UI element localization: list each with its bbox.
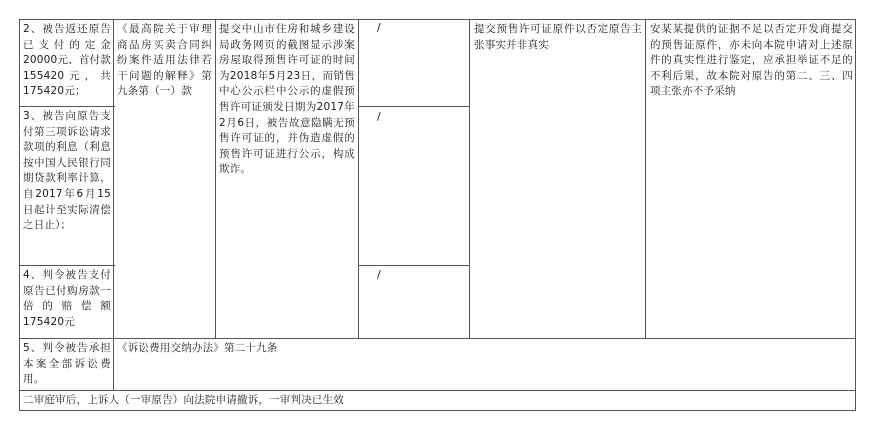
facts-cell: 提交中山市住房和城乡建设局政务网页的截图显示涉案房屋取得预售许可证的时间为2018年5月23日，而销售中心公示栏中公示的虚假预售许可证颁发日期为2017年2月6日，被告故意隐瞒无预售许可证的，并伪造虚假的预售许可证进行公示，构成欺诈。: [219, 23, 355, 176]
col-divider: [113, 19, 114, 390]
slash-marker: /: [377, 268, 381, 281]
claim-cell: 2、被告返还原告已支付的定金20000元、首付款155420元，共175420元；: [23, 23, 111, 98]
col-divider: [469, 19, 470, 338]
row-divider: [19, 390, 856, 391]
row-divider: [19, 265, 115, 266]
table-border-right: [855, 19, 856, 411]
table-border-left: [19, 19, 20, 411]
legal-basis-cell: 《诉讼费用交纳办法》第二十九条: [117, 342, 278, 354]
col-divider: [215, 19, 216, 338]
row-divider: [19, 338, 856, 339]
row-divider: [19, 106, 115, 107]
row-divider: [358, 106, 470, 107]
row-divider: [358, 265, 470, 266]
claim-cell: 5、判令被告承担本案全部诉讼费用。: [23, 342, 111, 386]
court-opinion-cell: 安某某提供的证据不足以否定开发商提交的预售证原件，亦未向本院申请对上述原件的真实性进行鉴定，应承担举证不足的不利后果，故本院对原告的第二、三、四项主张亦不予采纳: [650, 23, 853, 98]
slash-marker: /: [377, 110, 381, 123]
col-divider: [645, 19, 646, 338]
table-border-top: [19, 19, 856, 20]
defense-cell: 提交预售许可证原件以否定原告主张事实并非真实: [474, 23, 642, 51]
claim-cell: 3、被告向原告支付第三项诉讼请求款项的利息（利息按中国人民银行同期贷款利率计算，自2017年6月15日起计至实际清偿之日止）；: [23, 110, 111, 232]
footer-note: 二审庭审后，上诉人（一审原告）向法院申请撤诉，一审判决已生效: [23, 394, 344, 406]
claim-cell: 4、判令被告支付原告已付购房款一倍的赔偿额175420元: [23, 269, 111, 328]
col-divider: [358, 19, 359, 338]
slash-marker: /: [377, 21, 381, 34]
legal-basis-cell: 《最高院关于审理商品房买卖合同纠纷案件适用法律若干问题的解释》第九条第（一）款: [117, 23, 212, 98]
table-border-bottom: [19, 410, 856, 411]
